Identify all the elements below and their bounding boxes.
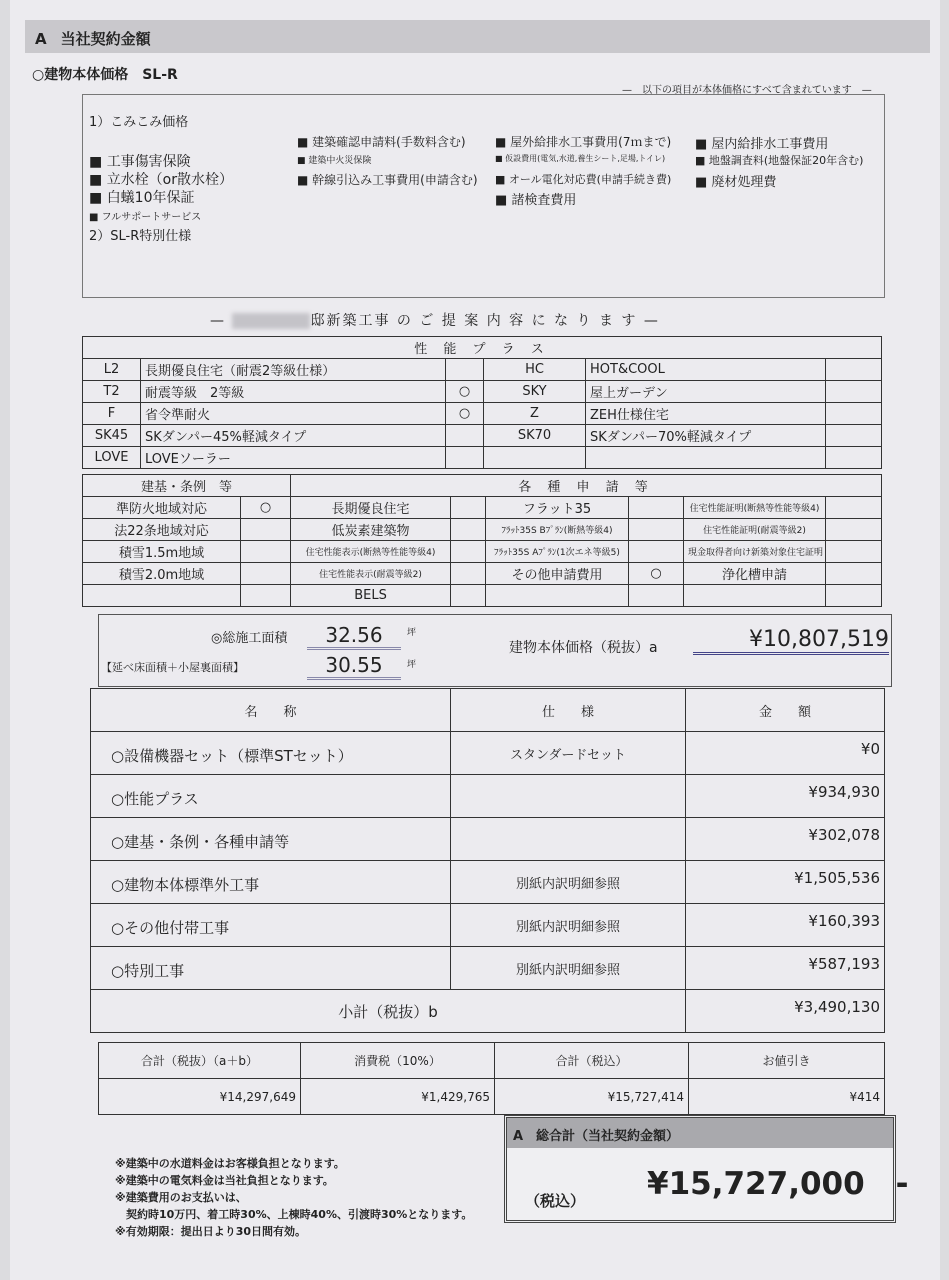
kenki-item — [83, 585, 241, 607]
option: 長期優良住宅（耐震2等級仕様） — [141, 359, 446, 381]
section-title: 当社契約金額 — [60, 30, 151, 48]
included-item: ■ 廃材処理費 — [695, 171, 776, 190]
unit: 坪 — [407, 628, 417, 638]
footnotes — [115, 1155, 472, 1240]
option — [586, 447, 826, 469]
included-note: — 以下の項目が本体価格にすべて含まれています — — [622, 85, 872, 96]
item-spec — [451, 818, 686, 861]
mark — [826, 425, 882, 447]
totals-header: 合計（税抜）（a＋b） — [99, 1043, 301, 1079]
mark — [446, 425, 484, 447]
mark — [446, 359, 484, 381]
grand-total-amount: ¥15,727,000 - — [647, 1166, 909, 1202]
code: LOVE — [83, 447, 141, 469]
application-item — [684, 585, 826, 607]
item-name: ○建物本体標準外工事 — [91, 861, 451, 904]
grand-total-label: A 総合計（当社契約金額） — [507, 1118, 893, 1148]
item-spec: 別紙内訳明細参照 — [451, 861, 686, 904]
kenki-item: 準防火地域対応 — [83, 497, 241, 519]
perf-row — [83, 381, 882, 403]
item-row — [91, 732, 885, 775]
option: LOVEソーラー — [141, 447, 446, 469]
dash: — — [210, 313, 226, 329]
mark: ○ — [446, 381, 484, 403]
mark — [826, 381, 882, 403]
footnote: 契約時10万円、着工時30%、上棟時40%、引渡時30%となります。 — [115, 1208, 473, 1221]
mark — [826, 585, 882, 607]
code: F — [83, 403, 141, 425]
building-price-value: ¥10,807,519 — [693, 627, 889, 655]
item-name: ○設備機器セット（標準STセット） — [91, 732, 451, 775]
item-name: ○特別工事 — [91, 947, 451, 990]
option: HOT&COOL — [586, 359, 826, 381]
mark — [826, 359, 882, 381]
application-row — [83, 497, 882, 519]
application-item: 住宅性能表示(耐震等級2) — [291, 563, 451, 585]
floor-area-value: 30.55 — [307, 653, 401, 680]
shinsei-title: 各 種 申 請 等 — [291, 475, 882, 497]
item-spec: スタンダードセット — [451, 732, 686, 775]
item-amount: ¥160,393 — [686, 904, 885, 947]
application-item: 長期優良住宅 — [291, 497, 451, 519]
mark — [826, 541, 882, 563]
included-item: ■ 建築中火災保険 — [297, 153, 371, 166]
application-item: ﾌﾗｯﾄ35S Bﾌﾟﾗﾝ(断熱等級4) — [486, 519, 629, 541]
code: SK70 — [484, 425, 586, 447]
application-item: BELS — [291, 585, 451, 607]
included-item: ■ 諸検査費用 — [495, 189, 576, 208]
subtotal-label: 小計（税抜）b — [91, 990, 686, 1033]
included-items-box — [82, 94, 885, 298]
totals-value: ¥1,429,765 — [301, 1079, 495, 1115]
application-item — [486, 585, 629, 607]
application-item: 現金取得者向け新築対象住宅証明 — [684, 541, 826, 563]
option: SKダンパー45%軽減タイプ — [141, 425, 446, 447]
mark: ○ — [241, 497, 291, 519]
item-row — [91, 818, 885, 861]
totals-value: ¥414 — [689, 1079, 885, 1115]
included-item: ■ オール電化対応費(申請手続き費) — [495, 171, 671, 187]
performance-table — [82, 336, 882, 469]
item-row — [91, 904, 885, 947]
item-spec: 別紙内訳明細参照 — [451, 947, 686, 990]
application-item: 住宅性能証明(断熱等性能等級4) — [684, 497, 826, 519]
footnote: ※有効期限：提出日より30日間有効。 — [115, 1225, 307, 1238]
kenki-item: 法22条地域対応 — [83, 519, 241, 541]
application-item: 住宅性能証明(耐震等級2) — [684, 519, 826, 541]
item-spec — [451, 775, 686, 818]
included-item: ■ 建築確認申請料(手数料含む) — [297, 133, 466, 150]
application-item: フラット35 — [486, 497, 629, 519]
mark: ○ — [629, 563, 684, 585]
mark — [629, 519, 684, 541]
mark — [451, 497, 486, 519]
tax-included-label: （税込） — [525, 1192, 586, 1210]
item-spec: 別紙内訳明細参照 — [451, 904, 686, 947]
col-header-name: 名 称 — [91, 689, 451, 732]
code: Z — [484, 403, 586, 425]
item-amount: ¥0 — [686, 732, 885, 775]
document-page — [10, 0, 940, 1280]
included-item: ■ 地盤調査料(地盤保証20年含む) — [695, 152, 863, 168]
perf-row — [83, 425, 882, 447]
redacted-name — [232, 313, 310, 329]
included-heading-2: 2）SL-R特別仕様 — [89, 229, 192, 244]
mark — [451, 585, 486, 607]
item-row — [91, 947, 885, 990]
grand-total-box — [504, 1115, 909, 1223]
item-name: ○その他付帯工事 — [91, 904, 451, 947]
item-name: ○建基・条例・各種申請等 — [91, 818, 451, 861]
floor-area-label: 【延べ床面積＋小屋裏面積】 — [101, 661, 244, 674]
item-row — [91, 861, 885, 904]
mark — [241, 563, 291, 585]
mark — [826, 403, 882, 425]
item-amount: ¥587,193 — [686, 947, 885, 990]
section-letter: A — [35, 30, 47, 48]
building-price-label: 建物本体価格（税抜）a — [509, 640, 658, 656]
item-amount: ¥934,930 — [686, 775, 885, 818]
section-header — [25, 20, 930, 53]
application-table — [82, 474, 882, 607]
application-item: その他申請費用 — [486, 563, 629, 585]
option: SKダンパー70%軽減タイプ — [586, 425, 826, 447]
mark — [629, 585, 684, 607]
item-amount: ¥1,505,536 — [686, 861, 885, 904]
kenki-item: 積雪2.0m地域 — [83, 563, 241, 585]
total-area-label: ◎総施工面積 — [211, 631, 288, 646]
mark — [826, 519, 882, 541]
footnote: ※建築中の水道料金はお客様負担となります。 — [115, 1157, 345, 1170]
totals-header: お値引き — [689, 1043, 885, 1079]
item-amount: ¥302,078 — [686, 818, 885, 861]
included-item: ■ 工事傷害保険 — [89, 151, 191, 171]
mark — [826, 563, 882, 585]
proposal-text: 邸新築工事 の ご 提 案 内 容 に な り ま す — — [310, 313, 660, 329]
option: 屋上ガーデン — [586, 381, 826, 403]
mark: ○ — [446, 403, 484, 425]
application-item: 浄化槽申請 — [684, 563, 826, 585]
application-row — [83, 563, 882, 585]
subtotal-value: ¥3,490,130 — [686, 990, 885, 1033]
footnote: ※建築中の電気料金は当社負担となります。 — [115, 1174, 334, 1187]
included-item: ■ 屋外給排水工事費用(7ｍまで) — [495, 133, 671, 150]
perf-row — [83, 403, 882, 425]
code: HC — [484, 359, 586, 381]
col-header-spec: 仕 様 — [451, 689, 686, 732]
totals-header: 消費税（10%） — [301, 1043, 495, 1079]
included-heading-1: 1）こみこみ価格 — [89, 115, 189, 130]
perf-row — [83, 447, 882, 469]
application-row — [83, 585, 882, 607]
total-area-value: 32.56 — [307, 623, 401, 650]
mark — [451, 541, 486, 563]
mark — [826, 447, 882, 469]
totals-header: 合計（税込） — [495, 1043, 689, 1079]
code: T2 — [83, 381, 141, 403]
mark — [629, 497, 684, 519]
col-header-amount: 金 額 — [686, 689, 885, 732]
included-item: ■ 白蟻10年保証 — [89, 187, 195, 207]
option: ZEH仕様住宅 — [586, 403, 826, 425]
mark — [241, 541, 291, 563]
totals-value: ¥14,297,649 — [99, 1079, 301, 1115]
items-table — [90, 688, 885, 1033]
application-item: 住宅性能表示(断熱等性能等級4) — [291, 541, 451, 563]
included-item: ■ 幹線引込み工事費用(申請含む) — [297, 171, 478, 188]
kenki-item: 積雪1.5m地域 — [83, 541, 241, 563]
application-item: ﾌﾗｯﾄ35S Aﾌﾟﾗﾝ(1次エネ等級5) — [486, 541, 629, 563]
mark — [446, 447, 484, 469]
mark — [451, 563, 486, 585]
totals-value: ¥15,727,414 — [495, 1079, 689, 1115]
code — [484, 447, 586, 469]
footnote: ※建築費用のお支払いは、 — [115, 1191, 247, 1204]
mark — [241, 519, 291, 541]
mark — [241, 585, 291, 607]
building-price-heading: ○建物本体価格 SL-R — [32, 67, 178, 83]
included-item: ■ 立水栓（or散水栓） — [89, 169, 233, 189]
mark — [451, 519, 486, 541]
application-row — [83, 519, 882, 541]
perf-row — [83, 359, 882, 381]
unit: 坪 — [407, 660, 417, 670]
mark — [629, 541, 684, 563]
included-item: ■ 仮設費用(電気,水道,養生シート,足場,トイレ) — [495, 153, 665, 164]
application-item: 低炭素建築物 — [291, 519, 451, 541]
included-item: ■ フルサポートサービス — [89, 208, 201, 223]
item-name: ○性能プラス — [91, 775, 451, 818]
application-row — [83, 541, 882, 563]
code: SKY — [484, 381, 586, 403]
included-item: ■ 屋内給排水工事費用 — [695, 133, 828, 152]
perf-title: 性 能 プ ラ ス — [83, 337, 882, 359]
kenki-title: 建基・条例 等 — [83, 475, 291, 497]
proposal-line — [210, 310, 660, 330]
code: L2 — [83, 359, 141, 381]
mark — [826, 497, 882, 519]
option: 耐震等級 2等級 — [141, 381, 446, 403]
area-box — [98, 614, 892, 687]
code: SK45 — [83, 425, 141, 447]
option: 省令準耐火 — [141, 403, 446, 425]
totals-table — [98, 1042, 885, 1115]
item-row — [91, 775, 885, 818]
